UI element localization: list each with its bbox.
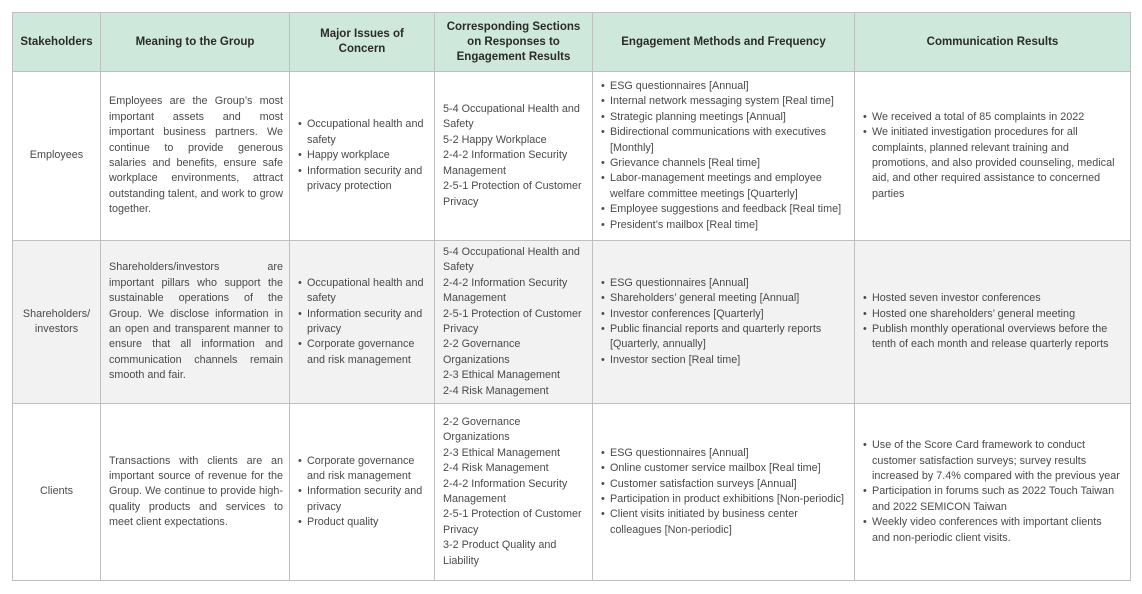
list-item: • Occupational health and safety (298, 276, 426, 307)
list-item: • Weekly video conferences with important clients and non-periodic client visits. (863, 515, 1122, 546)
list-item: • ESG questionnaires [Annual] (601, 446, 846, 461)
header-row (13, 13, 1131, 72)
stakeholder-cell: Shareholders/ investors (13, 241, 101, 404)
meaning-cell: Shareholders/investors are important pillars who support the sustainable operations of the Group. We disclose information in an open and transparent manner to ensure that all information and communication channels remain smooth and fair. (101, 241, 290, 404)
stakeholder-cell: Employees (13, 72, 101, 241)
section-ref: 5-4 Occupational Health and Safety (443, 246, 580, 274)
list-item: • ESG questionnaires [Annual] (601, 79, 846, 94)
stakeholder-cell: Clients (13, 404, 101, 581)
list-item: • Occupational health and safety (298, 117, 426, 148)
list-item: • Participation in forums such as 2022 Touch Taiwan and 2022 SEMICON Taiwan (863, 484, 1122, 515)
methods-cell (593, 404, 855, 581)
list-item: • Publish monthly operational overviews before the tenth of each month and release quarterly reports (863, 322, 1122, 353)
issues-cell (290, 72, 435, 241)
list-item: • Strategic planning meetings [Annual] (601, 110, 846, 125)
list-item: • Grievance channels [Real time] (601, 156, 846, 171)
list-item: • President’s mailbox [Real time] (601, 218, 846, 233)
header-major-issues: Major Issues of Concern (290, 13, 435, 72)
sections-cell (435, 241, 593, 404)
stakeholder-engagement-table (12, 12, 1131, 581)
section-ref: 2-4-2 Information Security Management (443, 149, 568, 177)
list-item: • Corporate governance and risk management (298, 454, 426, 485)
list-item: • Shareholders’ general meeting [Annual] (601, 291, 846, 306)
list-item: • Client visits initiated by business center colleagues [Non-periodic] (601, 507, 846, 538)
table-row-employees (13, 72, 1131, 241)
list-item: • We received a total of 85 complaints in 2022 (863, 110, 1122, 125)
sections-cell (435, 404, 593, 581)
issues-list (298, 276, 426, 368)
meaning-cell: Employees are the Group’s most important assets and most important business partners. We continue to provide generous salaries and benefits, ensure safe workplace environments, attract outstanding talent, and work to grow together. (101, 72, 290, 241)
list-item: • Product quality (298, 515, 426, 530)
list-item: • Public financial reports and quarterly reports [Quarterly, annually] (601, 322, 846, 353)
stakeholder-table-container (12, 12, 1130, 581)
results-cell (855, 241, 1131, 404)
results-list (863, 110, 1122, 202)
results-cell (855, 72, 1131, 241)
section-ref: 2-2 Governance Organizations (443, 416, 521, 444)
list-item: • Online customer service mailbox [Real time] (601, 461, 846, 476)
section-ref: 2-3 Ethical Management (443, 369, 561, 382)
list-item: • Hosted seven investor conferences (863, 291, 1122, 306)
list-item: • Employee suggestions and feedback [Real time] (601, 202, 846, 217)
list-item: • ESG questionnaires [Annual] (601, 276, 846, 291)
methods-cell (593, 72, 855, 241)
results-list (863, 291, 1122, 353)
issues-list (298, 454, 426, 531)
list-item: • Investor section [Real time] (601, 353, 846, 368)
list-item: • Use of the Score Card framework to conduct customer satisfaction surveys; survey results increased by 7.4% compared with the previous year (863, 438, 1122, 484)
list-item: • We initiated investigation procedures for all complaints, planned relevant training and promotions, and also provided counseling, medical aid, and other required assistance to concerned parties (863, 125, 1122, 202)
issues-cell (290, 404, 435, 581)
list-item: • Information security and privacy protection (298, 164, 426, 195)
list-item: • Investor conferences [Quarterly] (601, 307, 846, 322)
methods-list (601, 446, 846, 538)
list-item: • Bidirectional communications with executives [Monthly] (601, 125, 846, 156)
section-ref: 2-4 Risk Management (443, 462, 549, 475)
section-ref: 2-5-1 Protection of Customer Privacy (443, 508, 582, 536)
section-ref: 2-5-1 Protection of Customer Privacy (443, 307, 582, 336)
section-ref: 2-4-2 Information Security Management (443, 276, 568, 305)
table-row-shareholders (13, 241, 1131, 404)
header-corresponding-sections: Corresponding Sections on Responses to Engagement Results (435, 13, 593, 72)
methods-list (601, 276, 846, 368)
section-ref: 2-4-2 Information Security Management (443, 477, 568, 506)
header-communication-results: Communication Results (855, 13, 1131, 72)
section-ref: 2-2 Governance Organizations (443, 338, 521, 366)
list-item: • Information security and privacy (298, 307, 426, 338)
results-cell (855, 404, 1131, 581)
meaning-cell: Transactions with clients are an important source of revenue for the Group. We continue to provide high-quality products and services to meet client expectations. (101, 404, 290, 581)
list-item: • Labor-management meetings and employee welfare committee meetings [Quarterly] (601, 171, 846, 202)
methods-cell (593, 241, 855, 404)
methods-list (601, 79, 846, 233)
sections-cell (435, 72, 593, 241)
list-item: • Internal network messaging system [Real time] (601, 94, 846, 109)
section-ref: 5-2 Happy Workplace (443, 133, 547, 146)
header-meaning: Meaning to the Group (101, 13, 290, 72)
issues-list (298, 117, 426, 194)
table-row-clients (13, 404, 1131, 581)
list-item: • Participation in product exhibitions [Non-periodic] (601, 492, 846, 507)
section-ref: 3-2 Product Quality and Liability (443, 539, 557, 567)
results-list (863, 438, 1122, 546)
header-stakeholders: Stakeholders (13, 13, 101, 72)
section-ref: 2-5-1 Protection of Customer Privacy (443, 180, 582, 208)
issues-cell (290, 241, 435, 404)
list-item: • Information security and privacy (298, 484, 426, 515)
list-item: • Customer satisfaction surveys [Annual] (601, 477, 846, 492)
list-item: • Hosted one shareholders’ general meeting (863, 307, 1122, 322)
list-item: • Happy workplace (298, 148, 426, 163)
section-ref: 2-3 Ethical Management (443, 446, 561, 459)
section-ref: 5-4 Occupational Health and Safety (443, 103, 580, 131)
header-engagement-methods: Engagement Methods and Frequency (593, 13, 855, 72)
list-item: • Corporate governance and risk management (298, 337, 426, 368)
section-ref: 2-4 Risk Management (443, 384, 549, 397)
